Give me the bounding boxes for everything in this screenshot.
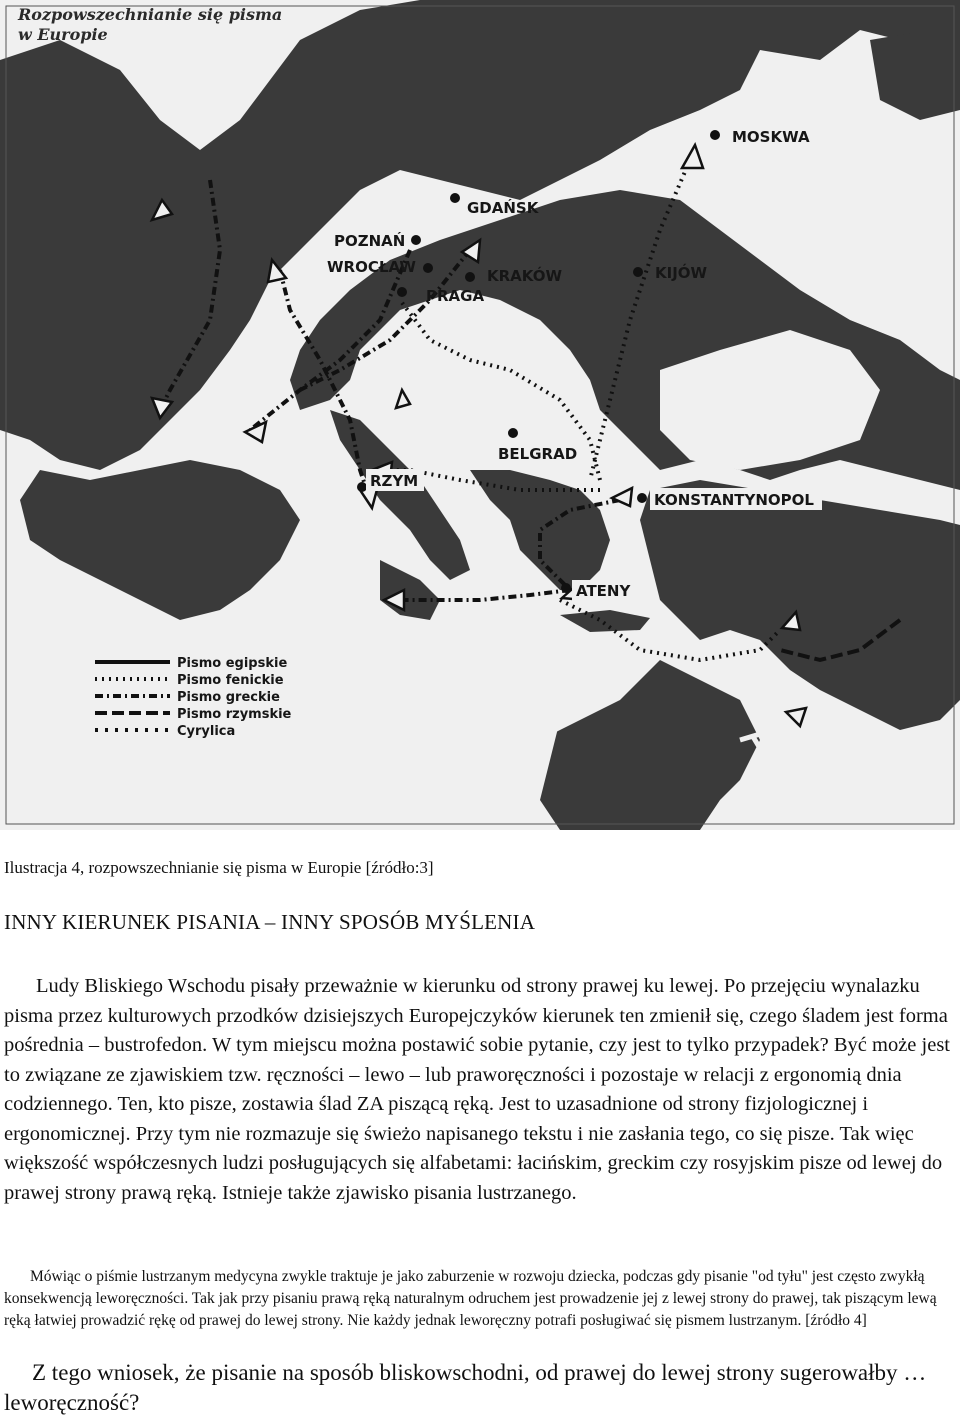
body-paragraph: Ludy Bliskiego Wschodu pisały przeważnie w kierunku od strony prawej ku lewej. Po przejęciu wynalazku pisma przez kulturowych przodków dzisiejszych Europejczyków kierunek ten zmienił się, czego śladem jest forma pośrednia – bustrofedon. W tym miejscu można postawić sobie pytanie, czy jest to tylko przypadek? Być może jest to związane ze zjawiskiem tzw. ręczności – lewo – lub praworęczności i pozostaje w relacji z ergonomią dnia codziennego. Ten, kto pisze, zostawia ślad ZA piszącą ręką. Jest to uzasadnione od strony fizjologicznej i ergonomicznej. Przy tym nie rozmazuje się świeżo napisanego tekstu i nie zasłania tego, co się pisze. Tak więc większość współczesnych ludzi posługujących się alfabetami: łacińskim, greckim czy rosyjskim pisze od lewej do prawej strony prawą ręką. Istnieje także zjawisko pisania lustrzanego. [4,975,950,1204]
legend-rzymskie: Pismo rzymskie [177,707,292,722]
city-label-konstantynopol: KONSTANTYNOPOL [654,491,814,509]
small-paragraph: Mówiąc o piśmie lustrzanym medycyna zwykle traktuje je jako zaburzenie w rozwoju dziecka, podczas gdy pisanie "od tyłu" jest często zwykłą konsekwencją leworęczności. Tak jak przy pisaniu prawą ręką naturalnym odruchem jest prowadzenie jej z lewej strony do prawej, tak piszącym lewą ręką łatwiej prowadzić rękę od prawej do lewej strony. Nie każdy jednak leworęczny potrafi posługiwać się pismem lustrzanym. [źródło 4] [4,1268,937,1329]
conclusion-block [4,1358,954,1418]
city-label-kijow: KIJÓW [655,264,708,282]
small-text-block [4,1266,954,1332]
map-title-line-2: w Europie [18,25,108,44]
figure-caption: Ilustracja 4, rozpowszechnianie się pisma w Europie [źródło:3] [4,858,434,877]
city-label-krakow: KRAKÓW [487,267,563,285]
map-title-line-1: Rozpowszechnianie się pisma [18,5,283,24]
city-label-belgrad: BELGRAD [498,445,578,463]
map-legend [88,648,298,744]
legend-greckie: Pismo greckie [177,690,280,705]
city-label-moskwa: MOSKWA [732,128,810,146]
legend-cyrylica: Cyrylica [177,724,236,739]
body-paragraph-block [4,972,954,1208]
city-label-poznan: POZNAŃ [334,232,406,250]
city-label-wroclaw: WROCŁAW [327,258,416,276]
city-label-praga: PRAGA [426,287,485,305]
conclusion-paragraph: Z tego wniosek, że pisanie na sposób bliskowschodni, od prawej do lewej strony sugerowałby … leworęczność? [4,1360,927,1415]
city-label-gdansk: GDAŃSK [467,199,539,217]
legend-fenickie: Pismo fenickie [177,673,284,688]
city-label-rzym: RZYM [370,472,419,490]
section-heading: INNY KIERUNEK PISANIA – INNY SPOSÓB MYŚLENIA [4,910,536,934]
legend-egipskie: Pismo egipskie [177,656,288,671]
city-label-ateny: ATENY [576,582,631,600]
